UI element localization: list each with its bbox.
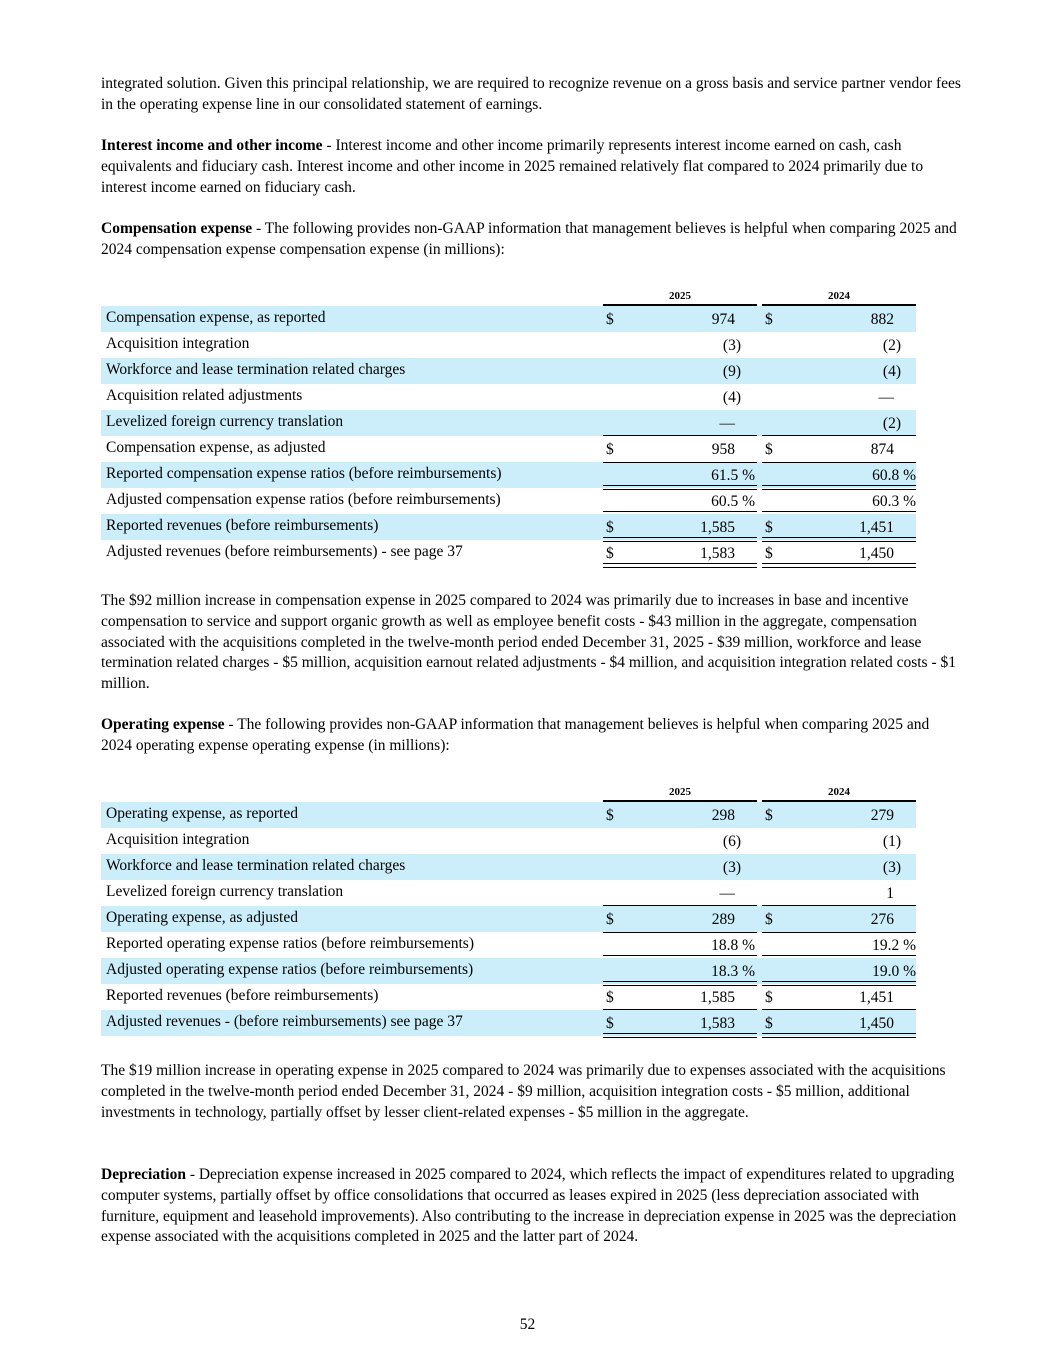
table-row: Adjusted revenues - (before reimbursements) see page 37 $ 1,583 $ 1,450 (101, 1010, 916, 1036)
table-row: Levelized foreign currency translation — (2) (101, 410, 916, 436)
paragraph-intro: integrated solution. Given this principal relationship, we are required to recognize revenue on a gross basis and service partner vendor fees in the operating expense line in our consolidated statement of earnings. (101, 75, 961, 113)
paragraph-operating-increase: The $19 million increase in operating expense in 2025 compared to 2024 was primarily due to expenses associated with the acquisitions completed in the twelve-month period ended December 31, 2024 - $9 million, acquisition integration costs - $5 million, additional investments in technology, partially offset by lesser client-related expenses - $5 million in the aggregate. (101, 1062, 946, 1121)
paragraph-depreciation: Depreciation - Depreciation expense increased in 2025 compared to 2024, which reflects the impact of expenditures related to upgrading computer systems, partially offset by office consolidations that occurred as leases expired in 2025 (less depreciation associated with furniture, equipment and leasehold improvements). Also contributing to the increase in depreciation expense in 2025 was the depreciation expense associated with the acquisitions completed in 2025 and the latter part of 2024. (101, 1166, 957, 1246)
paragraph-operating-expense: Operating expense - The following provides non-GAAP information that management believes is helpful when comparing 2025 and 2024 operating expense operating expense (in millions): (101, 716, 930, 754)
table-row: Reported revenues (before reimbursements) $ 1,585 $ 1,451 (101, 984, 916, 1010)
column-header-2025: 2025 (669, 290, 691, 302)
paragraph-compensation-expense: Compensation expense - The following provides non-GAAP information that management believes is helpful when comparing 2025 and 2024 compensation expense compensation expense (in millions): (101, 220, 957, 258)
compensation-expense-table (101, 288, 916, 566)
table-row: Reported operating expense ratios (before reimbursements) 18.8 % 19.2 % (101, 932, 916, 958)
table-row: Acquisition integration (6) (1) (106, 831, 901, 850)
page-number: 52 (519, 1316, 536, 1333)
heading-depreciation: Depreciation (101, 1166, 186, 1183)
column-header-2024: 2024 (828, 786, 850, 798)
heading-operating-expense: Operating expense (101, 716, 225, 733)
table-row: Operating expense, as reported $ 298 $ 279 (101, 802, 916, 828)
table-row: Workforce and lease termination related charges (3) (3) (101, 854, 916, 880)
heading-compensation-expense: Compensation expense (101, 220, 253, 237)
table-row: Compensation expense, as reported $ 974 $ 882 (101, 306, 916, 332)
table-row: Reported compensation expense ratios (before reimbursements) 61.5 % 60.8 % (101, 462, 916, 488)
table-row: Acquisition related adjustments (4) — (106, 387, 894, 406)
paragraph-compensation-increase: The $92 million increase in compensation expense in 2025 compared to 2024 was primarily due to increases in base and incentive compensation to service and support organic growth as well as employee benefit costs - $43 million in the aggregate, compensation associated with the acquisitions completed in the twelve-month period ended December 31, 2025 - $39 million, workforce and lease termination related charges - $5 million, acquisition earnout related adjustments - $4 million, and acquisition integration related costs - $1 million. (101, 592, 957, 693)
table-row: Workforce and lease termination related charges (9) (4) (101, 358, 916, 384)
column-header-2025: 2025 (669, 786, 691, 798)
table-row: Acquisition integration (3) (2) (106, 335, 901, 354)
table-row: Levelized foreign currency translation — 1 (101, 880, 916, 906)
heading-interest-income: Interest income and other income (101, 137, 323, 154)
paragraph-interest-income: Interest income and other income - Interest income and other income primarily represents interest income earned on cash, cash equivalents and fiduciary cash. Interest income and other income in 2025 remained relatively flat compared to 2024 primarily due to interest income earned on fiduciary cash. (101, 137, 924, 196)
table-row: Adjusted compensation expense ratios (before reimbursements) 60.5 % 60.3 % (101, 488, 916, 514)
table-row: Compensation expense, as adjusted $ 958 $ 874 (106, 439, 894, 458)
column-header-2024: 2024 (828, 290, 850, 302)
table-row: Reported revenues (before reimbursements) $ 1,585 $ 1,451 (101, 514, 916, 540)
table-row: Operating expense, as adjusted $ 289 $ 276 (101, 906, 916, 932)
table-header (101, 784, 916, 802)
operating-expense-table (101, 784, 916, 1036)
table-row: Adjusted operating expense ratios (before reimbursements) 18.3 % 19.0 % (101, 958, 916, 984)
table-row: Adjusted revenues (before reimbursements) - see page 37 $ 1,583 $ 1,450 (101, 540, 916, 566)
table-header (101, 288, 916, 306)
